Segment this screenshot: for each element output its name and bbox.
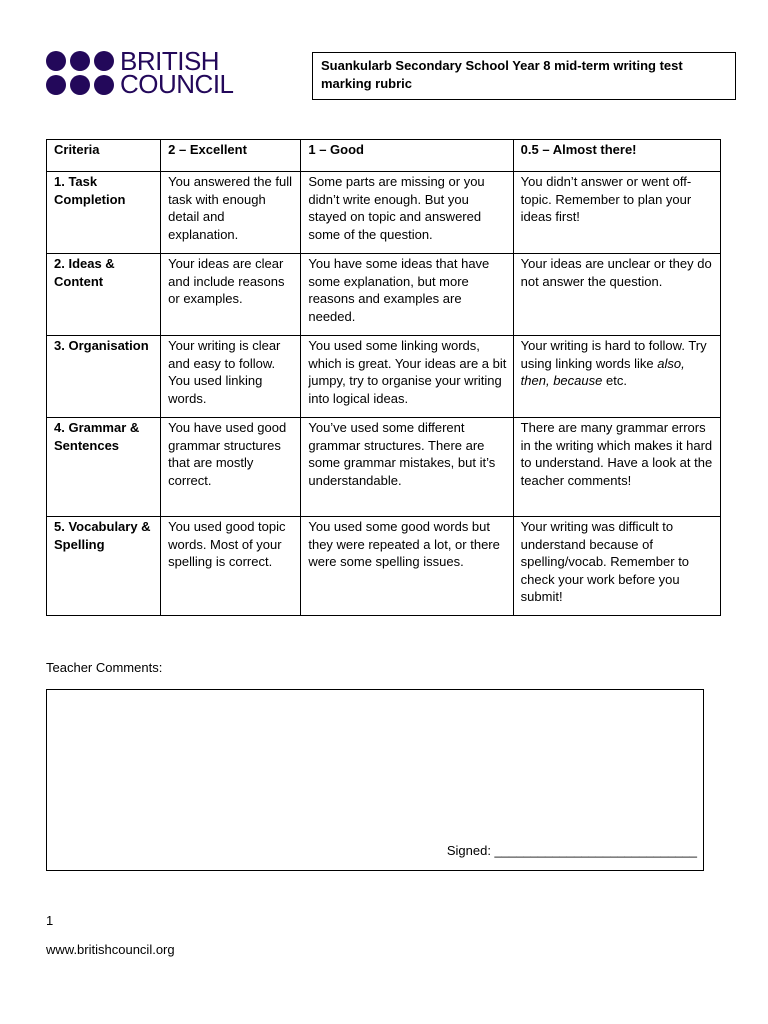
signature-line: Signed: ____________________________: [446, 843, 697, 858]
teacher-comments-box[interactable]: [46, 689, 704, 871]
table-header-row: [47, 140, 721, 172]
almost-there-text: Your writing is hard to follow. Try using linking words like: [520, 338, 707, 371]
excellent-cell: You answered the full task with enough detail and explanation.: [161, 172, 301, 254]
almost-there-cell: [513, 336, 720, 418]
almost-there-cell: Your ideas are unclear or they do not answer the question.: [513, 254, 720, 336]
british-council-logo: [46, 46, 234, 99]
footer-website: www.britishcouncil.org: [46, 942, 175, 957]
logo-line-2: COUNCIL: [120, 69, 234, 99]
header-almost-there: 0.5 – Almost there!: [513, 140, 720, 172]
table-row: [47, 336, 721, 418]
criteria-cell: 2. Ideas & Content: [47, 254, 161, 336]
logo-wordmark: [120, 46, 234, 99]
linking-words-example: also, then, because: [520, 355, 685, 388]
header-excellent: 2 – Excellent: [161, 140, 301, 172]
table-row: [47, 172, 721, 254]
criteria-cell: 4. Grammar & Sentences: [47, 418, 161, 517]
table-row: [47, 418, 721, 517]
almost-there-cell: You didn’t answer or went off-topic. Remember to plan your ideas first!: [513, 172, 720, 254]
marking-rubric-table: [46, 139, 721, 616]
good-cell: You’ve used some different grammar structures. There are some grammar mistakes, but it’s understandable.: [301, 418, 513, 517]
header-criteria: Criteria: [47, 140, 161, 172]
page-number: 1: [46, 913, 54, 928]
excellent-cell: You used good topic words. Most of your spelling is correct.: [161, 517, 301, 616]
document-title: Suankularb Secondary School Year 8 mid-term writing test marking rubric: [312, 52, 736, 100]
good-cell: You used some good words but they were repeated a lot, or there were some spelling issues.: [301, 517, 513, 616]
excellent-cell: Your writing is clear and easy to follow. You used linking words.: [161, 336, 301, 418]
almost-there-cell: There are many grammar errors in the writing which makes it hard to understand. Have a look at the teacher comments!: [513, 418, 720, 517]
excellent-cell: Your ideas are clear and include reasons or examples.: [161, 254, 301, 336]
good-cell: Some parts are missing or you didn’t write enough. But you stayed on topic and answered some of the question.: [301, 172, 513, 254]
table-row: [47, 517, 721, 616]
criteria-cell: 1. Task Completion: [47, 172, 161, 254]
criteria-cell: 3. Organisation: [47, 336, 161, 418]
header-good: 1 – Good: [301, 140, 513, 172]
logo-line-1: BRITISH: [120, 46, 220, 76]
excellent-cell: You have used good grammar structures that are mostly correct.: [161, 418, 301, 517]
logo-dots-icon: [46, 51, 114, 95]
almost-there-cell: Your writing was difficult to understand because of spelling/vocab. Remember to check your work before you submit!: [513, 517, 720, 616]
teacher-comments-label: Teacher Comments:: [46, 660, 163, 675]
almost-there-suffix: etc.: [602, 373, 627, 388]
good-cell: You used some linking words, which is great. Your ideas are a bit jumpy, try to organise your writing into logical ideas.: [301, 336, 513, 418]
table-row: [47, 254, 721, 336]
criteria-cell: 5. Vocabulary & Spelling: [47, 517, 161, 616]
good-cell: You have some ideas that have some explanation, but more reasons and examples are needed.: [301, 254, 513, 336]
